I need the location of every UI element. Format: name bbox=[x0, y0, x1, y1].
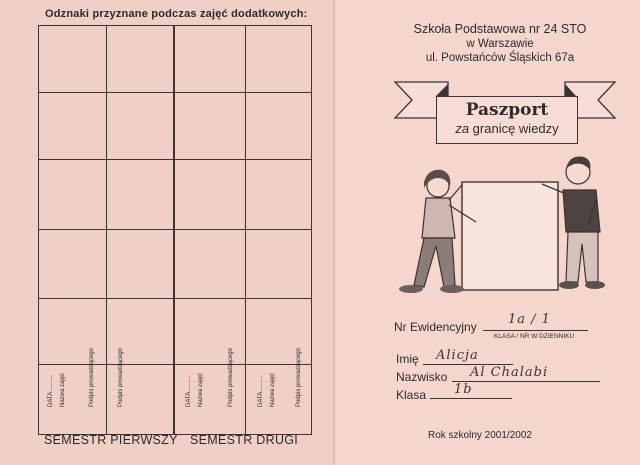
title-za: za bbox=[455, 121, 470, 136]
klasa-line bbox=[430, 398, 512, 399]
cell-caption-group: DATA.......... bbox=[186, 375, 192, 407]
cell-caption-group: Podpis prowadzącego bbox=[296, 347, 302, 407]
cell-caption-group: Podpis prowadzącego bbox=[118, 347, 124, 407]
nr-value: 1a / 1 bbox=[508, 312, 551, 327]
cell-caption-group: Nazwa zajęć bbox=[198, 372, 204, 407]
nazwisko-label: Nazwisko bbox=[396, 370, 448, 384]
nr-caption: KLASA / NR W DZIENNIKU bbox=[494, 333, 575, 340]
semester-2-label: SEMESTR DRUGI bbox=[190, 433, 299, 447]
cell-caption-group: DATA.......... bbox=[48, 375, 54, 407]
cell-caption-group: Podpis prowadzącego bbox=[89, 347, 95, 407]
klasa-value: 1b bbox=[454, 382, 473, 397]
klasa-label: Klasa bbox=[396, 388, 427, 402]
school-address: ul. Powstańców Śląskich 67a bbox=[425, 52, 575, 64]
school-year: Rok szkolny 2001/2002 bbox=[428, 430, 532, 441]
title-main: Paszport bbox=[465, 100, 549, 120]
nr-label: Nr Ewidencyjny bbox=[394, 320, 477, 334]
badges-header: Odznaki przyznane podczas zajęć dodatkowych: bbox=[45, 8, 308, 20]
title-rest: granicę wiedzy bbox=[472, 121, 559, 136]
nr-line bbox=[483, 330, 588, 331]
imie-label: Imię bbox=[396, 352, 419, 366]
cell-caption-group: DATA.......... bbox=[258, 375, 264, 407]
nazwisko-line bbox=[452, 381, 600, 382]
school-city: w Warszawie bbox=[466, 38, 534, 50]
nazwisko-value: Al Chalabi bbox=[470, 365, 549, 380]
cell-caption-group: Nazwa zajęć bbox=[270, 372, 276, 407]
cell-caption-group: Nazwa zajęć bbox=[60, 372, 66, 407]
semester-1-label: SEMESTR PIERWSZY bbox=[44, 433, 178, 447]
school-name: Szkoła Podstawowa nr 24 STO bbox=[413, 22, 587, 36]
cell-caption-group: Podpis prowadzącego bbox=[228, 347, 234, 407]
imie-value: Alicja bbox=[436, 348, 479, 363]
